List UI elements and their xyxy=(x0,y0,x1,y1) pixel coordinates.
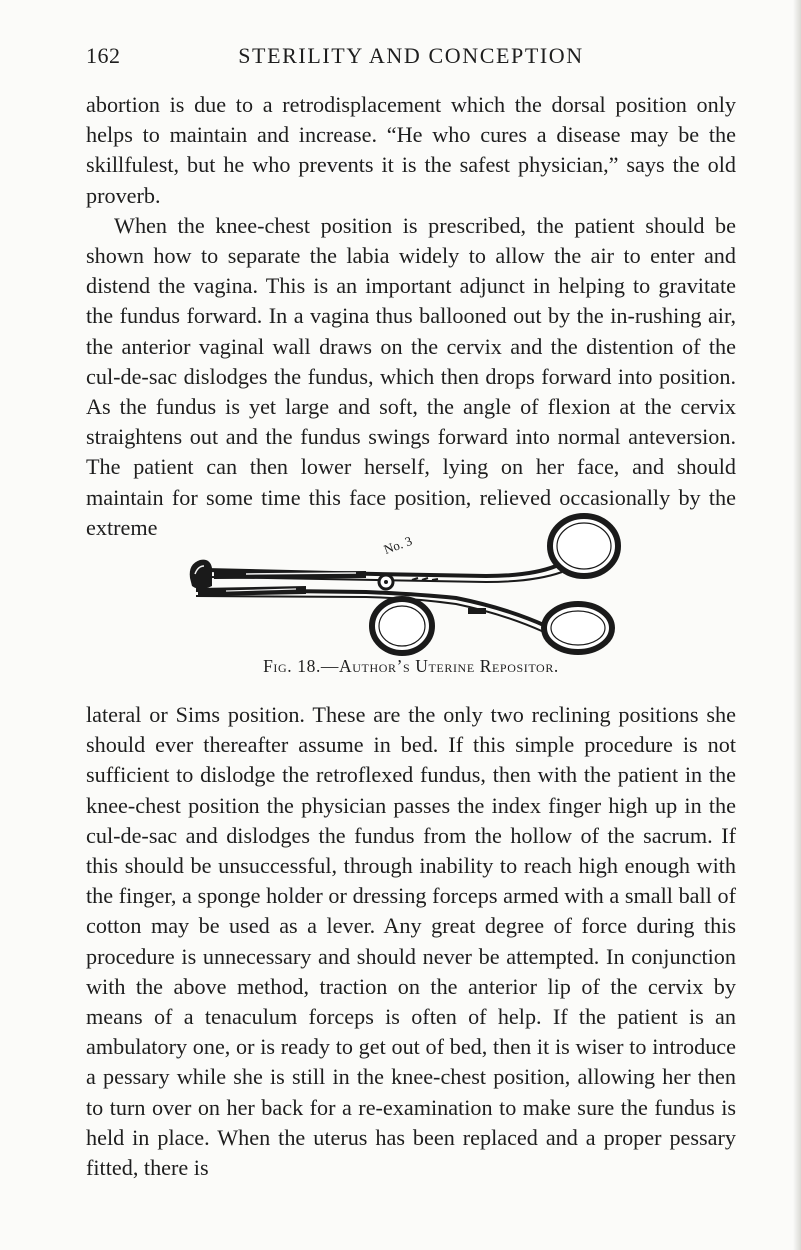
page-edge xyxy=(793,0,801,1250)
text-block-top xyxy=(86,90,736,543)
lower-left-finger-ring xyxy=(372,599,432,653)
figure-uterine-repositor xyxy=(186,508,626,656)
uterine-repositor-illustration xyxy=(186,508,626,656)
paragraph-1: abortion is due to a retrodisplacement which the dorsal position only helps to maintain and increase. “He who cures a disease may be the skillfulest, but he who prevents it is the safest physician,” says the old proverb. xyxy=(86,92,736,208)
figure-caption: Fig. 18.—Author’s Uterine Repositor. xyxy=(263,656,559,676)
engraved-mark: No. 3 xyxy=(381,532,414,557)
text-block-bottom xyxy=(86,700,736,1183)
instrument-tip xyxy=(190,560,212,589)
page-number: 162 xyxy=(86,43,121,68)
running-head: STERILITY AND CONCEPTION xyxy=(238,43,584,68)
paragraph-3: lateral or Sims position. These are the only two reclining positions she should ever thereafter assume in bed. If this simple procedure is not sufficient to dislodge the retroflexed fundus, then with the patient in the knee-chest position the physician passes the index finger high up in the cul-de-sac and dislodges the fundus from the hollow of the sacrum. If this should be unsuccessful, through inability to reach high enough with the finger, a sponge holder or dressing forceps armed with a small ball of cotton may be used as a lever. Any great degree of force during this procedure is unnecessary and should never be attempted. In conjunction with the above method, traction on the anterior lip of the cervix by means of a tenaculum forceps is often of help. If the patient is an ambulatory one, or is ready to get out of bed, then it is wiser to introduce a pessary while she is still in the knee-chest position, allowing her then to turn over on her back for a re-examination to make sure the fundus is held in place. When the uterus has been replaced and a proper pessary fitted, there is xyxy=(86,702,736,1181)
paragraph-2: When the knee-chest position is prescribed, the patient should be shown how to separate the labia widely to allow the air to enter and distend the vagina. This is an important adjunct in helping to gravitate the fundus forward. In a vagina thus ballooned out by the in-rushing air, the anterior vaginal wall draws on the cervix and the distention of the cul-de-sac dislodges the fundus, which then drops forward into position. As the fundus is yet large and soft, the angle of flexion at the cervix straightens out and the fundus swings forward into normal anteversion. The patient can then lower herself, lying on her face, and should maintain for some time this face position, relieved occasionally by the extreme xyxy=(86,212,736,540)
page-header xyxy=(86,43,736,73)
